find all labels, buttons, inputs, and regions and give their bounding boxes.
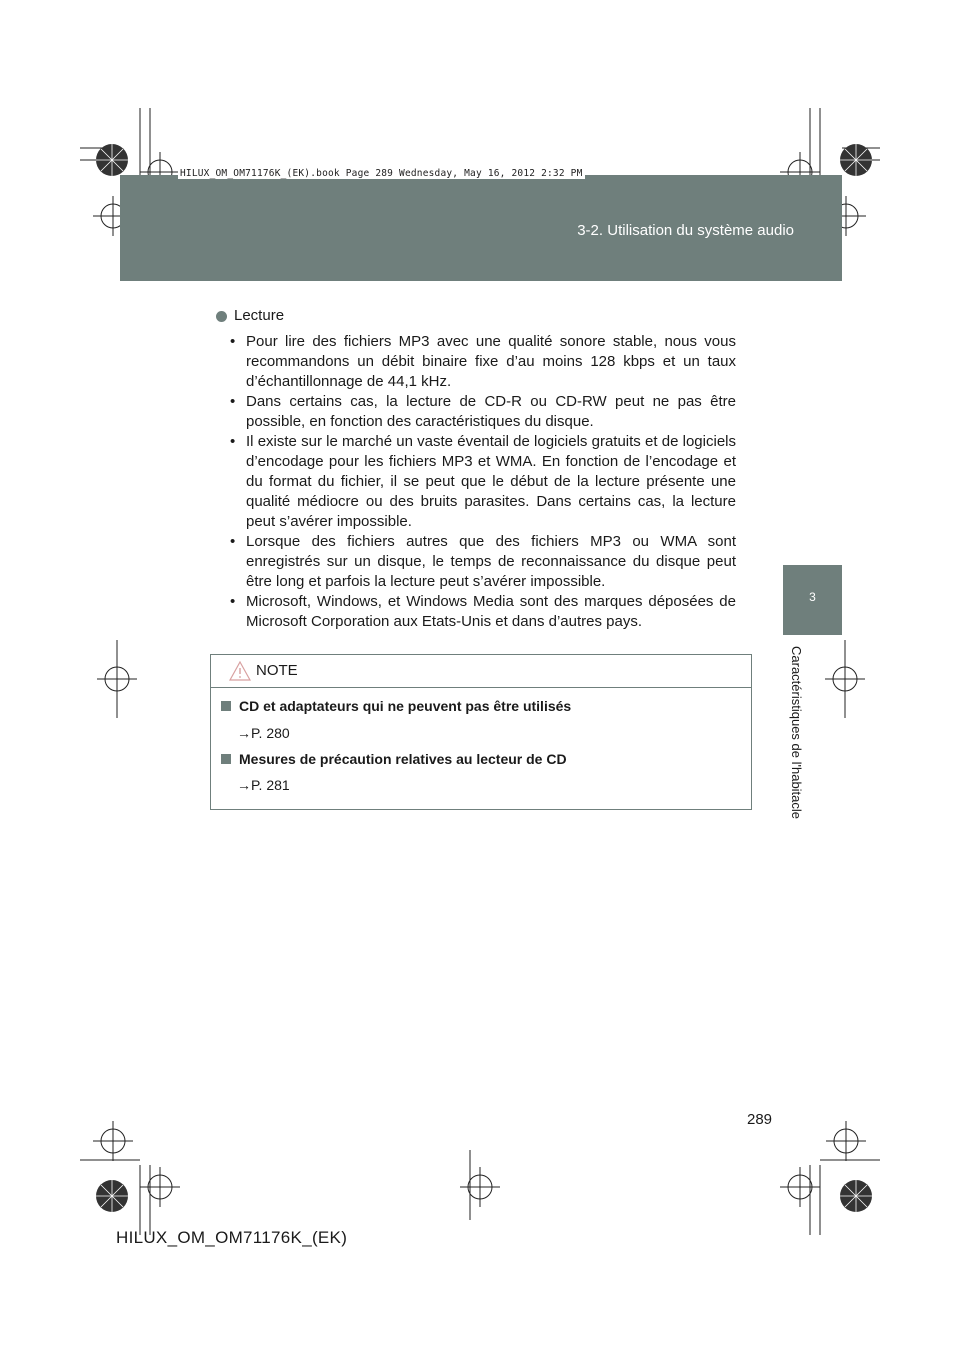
section-heading [216,306,736,326]
section-heading-text: Lecture [234,307,285,324]
note-item-ref: →P. 281 [237,777,290,793]
note-item-title: CD et adaptateurs qui ne peuvent pas être utilisés [221,698,571,714]
chapter-tab [783,565,842,635]
bullet-dot-icon [216,311,227,322]
main-content [224,306,736,632]
document-code: HILUX_OM_OM71176K_(EK) [116,1228,348,1247]
list-item: • Dans certains cas, la lecture de CD-R ou CD-RW peut ne pas être possible, en fonction des caractéristiques du disque. [224,392,736,432]
bullet-list [224,332,736,632]
chapter-number: 3 [809,590,816,604]
note-item-title: Mesures de précaution relatives au lecteur de CD [221,751,567,767]
page-number: 289 [747,1111,773,1128]
square-bullet-icon [221,754,231,764]
note-box [210,654,752,810]
note-header [211,655,751,688]
square-bullet-icon [221,701,231,711]
list-item: • Pour lire des fichiers MP3 avec une qualité sonore stable, nous vous recommandons un débit binaire fixe d’au moins 128 kbps et un taux d’échantillonnage de 44,1 kHz. [224,332,736,392]
list-item: • Il existe sur le marché un vaste éventail de logiciels gratuits et de logiciels d’encodage pour les fichiers MP3 et WMA. En fonction de l’encodage et du format du fichier, il se peut que le début de la lecture présente une qualité médiocre ou des bruits parasites. Dans certains cas, la lecture peut s’avérer impossible. [224,432,736,532]
list-item: • Lorsque des fichiers autres que des fichiers MP3 ou WMA sont enregistrés sur un disque, le temps de reconnaissance du disque peut être long et parfois la lecture peut s’avérer impossible. [224,532,736,592]
chapter-label: Caractéristiques de l'habitacle [789,646,804,820]
file-stamp: HILUX_OM_OM71176K_(EK).book Page 289 Wednesday, May 16, 2012 2:32 PM [180,168,583,179]
header-band [120,175,842,281]
note-item-ref: →P. 280 [237,725,290,741]
list-item: • Microsoft, Windows, et Windows Media sont des marques déposées de Microsoft Corporation aux Etats-Unis et dans d’autres pays. [224,592,736,632]
section-title: 3-2. Utilisation du système audio [577,222,794,239]
note-label: NOTE [256,662,298,679]
warning-icon [229,661,251,681]
